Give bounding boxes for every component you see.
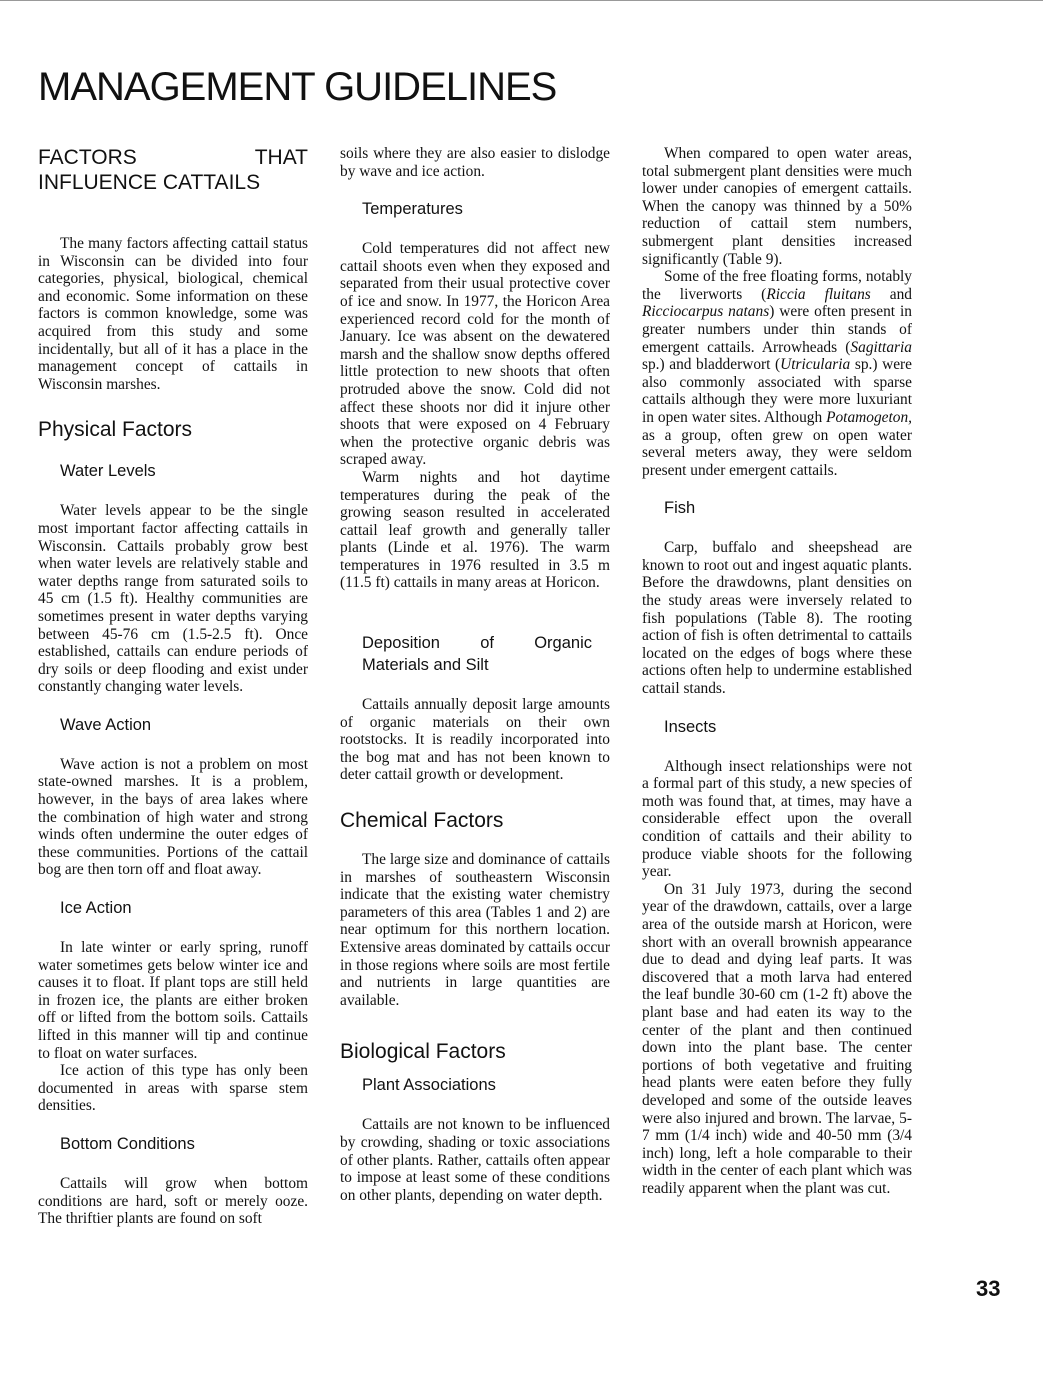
text-run: Some of the free floating forms, notably the liverworts ( [642,268,912,303]
plant-associations-paragraph: Cattails are not known to be influenced by crowding, shading or toxic associations of other plants. Rather, cattails often appear to impose at least some of these conditions on other plants, depending on water depth. [340,1116,610,1204]
water-levels-paragraph: Water levels appear to be the single most important factor affecting cattails in Wisconsin. Cattails probably grow best when water levels are relatively stable and water depths range from saturated soils to 45 cm (1.5 ft). Healthy communities are sometimes present in water depths varying between 45-76 cm (1.5-2.5 ft). Once established, cattails can endure periods of dry soils or deep flooding and exist under constantly changing water levels. [38,502,308,696]
species-name: Riccia fluitans [766,285,871,303]
ice-action-paragraph-2: Ice action of this type has only been documented in areas with sparse stem densities. [38,1062,308,1115]
ice-action-heading: Ice Action [60,899,132,918]
deposition-paragraph: Cattails annually deposit large amounts of organic materials on their own rootstocks. It is readily incorporated into the bog mat and has not been known to deter cattail growth or development. [340,696,610,784]
fish-heading: Fish [664,499,696,518]
text-run: sp.) and bladderwort ( [642,356,781,374]
page-title: MANAGEMENT GUIDELINES [38,65,557,109]
species-name: Utricularia [780,356,851,374]
insects-paragraph-1: Although insect relationships were not a formal part of this study, a new species of moth was found that, at times, may have a considerable effect upon the overall condition of cattails and their ability to produce viable shoots for the following year. [642,757,912,881]
deposition-heading: Deposition of Organic Materials and Silt [362,634,592,675]
floating-forms-paragraph [642,268,912,479]
wave-action-paragraph: Wave action is not a problem on most state-owned marshes. It is a problem, however, in the bays of area lakes where the combination of high water and strong winds often undermine the outer edges of these communities. Portions of the cattail bog are then torn off and float away. [38,755,308,879]
column-1 [38,145,308,1228]
temperatures-heading: Temperatures [362,200,463,219]
wave-action-heading: Wave Action [60,715,152,734]
ice-action-paragraph-1: In late winter or early spring, runoff water sometimes gets below winter ice and causes it to float. If plant tops are still held in frozen ice, the plants are either broken off or lifted from the bottom soils. Cattails lifted in this manner will tip and continue to float on water surfaces. [38,939,308,1062]
text-run: and [870,285,913,303]
species-name: Ricciocarpus natans [642,303,770,321]
text-run: sp.) were also commonly associated with sparse cattails although they were more luxuriant in open water sites. Although [642,356,912,426]
water-levels-heading: Water Levels [60,462,156,481]
temperatures-paragraph-1: Cold temperatures did not affect new cattail shoots even when they exposed and separated from their usual protective cover of ice and snow. In 1977, the Horicon Area experienced record cold for the month of January. Ice was absent on the dewatered marsh and the shallow snow depths offered little protection to new shoots that often protruded above the snow. Cold did not affect these shoots nor did it injure other shoots that were exposed on 4 February when the protective organic debris was scraped away. [340,240,610,469]
bottom-conditions-paragraph: Cattails will grow when bottom conditions are hard, soft or merely ooze. The thriftier plants are found on soft [38,1174,308,1228]
biological-factors-heading: Biological Factors [340,1040,506,1064]
plant-associations-heading: Plant Associations [362,1076,496,1095]
species-name: Sagittaria [850,338,912,356]
text-run: ) were often present in greater numbers under thin stands of emergent cattails. Arrowheads ( [642,303,912,356]
intro-paragraph: The many factors affecting cattail status in Wisconsin can be divided into four categories, physical, biological, chemical and economic. Some information on these factors is common knowledge, some was acquired from this study and some incidentally, but all of it has a place in the management concept of cattails in Wisconsin marshes. [38,235,308,393]
text-run: as a group, often grew on open water several meters away, they were seldom present under emergent cattails. [642,426,912,479]
page-number: 33 [976,1276,1001,1301]
chemical-factors-paragraph: The large size and dominance of cattails in marshes of southeastern Wisconsin indicate that the existing water chemistry parameters of this area (Tables 1 and 2) are near optimum for this northern location. Extensive areas dominated by cattails occur in those regions where soils are most fertile and nutrients in large quantities are available. [340,851,610,1009]
fish-paragraph: Carp, buffalo and sheepshead are known to root out and ingest aquatic plants. Before the drawdowns, plant densities on the study areas were inversely related to fish populations (Table 8). The rooting action of fish is often detrimental to cattails located on the edges of bogs where these actions often help to undermine established cattail stands. [642,539,912,698]
column-3 [642,145,912,1197]
open-water-paragraph: When compared to open water areas, total submergent plant densities were much lower under canopies of emergent cattails. When the canopy was thinned by a 50% reduction of cattail stem numbers, submergent plant densities increased significantly (Table 9). [642,145,912,268]
bottom-conditions-heading: Bottom Conditions [60,1134,195,1153]
chemical-factors-heading: Chemical Factors [340,809,504,833]
temperatures-paragraph-2: Warm nights and hot daytime temperatures during the peak of the growing season resulted in accelerated cattail leaf growth and generally taller plants (Linde et al. 1976). The warm temperatures in 1976 resulted in 3.5 m (11.5 ft) cattails in many areas at Horicon. [340,468,610,592]
column-2 [340,145,610,1204]
section-title: FACTORS THAT INFLUENCE CATTAILS [38,146,308,194]
continued-paragraph: soils where they are also easier to dislodge by wave and ice action. [340,145,610,180]
physical-factors-heading: Physical Factors [38,418,193,442]
species-name: Potamogeton, [826,408,912,426]
insects-paragraph-2: On 31 July 1973, during the second year of the drawdown, cattails, over a large area of the outside marsh at Horicon, were short with an overall brownish appearance due to dead and dying leaf parts. It was discovered that a moth larva had entered the leaf bundle 30-60 cm (1-2 ft) above the plant base and had eaten its way to the center of the plant and then continued down into the plant base. The center portions of both vegetative and fruiting head plants were eaten before they fully developed and some of the outside leaves were also injured and brown. The larvae, 5-7 mm (1/4 inch) wide and 40-50 mm (3/4 inch) long, left a hole comparable to their width in the center of each plant which was readily apparent when the plant was cut. [642,880,912,1197]
insects-heading: Insects [664,717,717,736]
top-border [0,0,1043,1]
